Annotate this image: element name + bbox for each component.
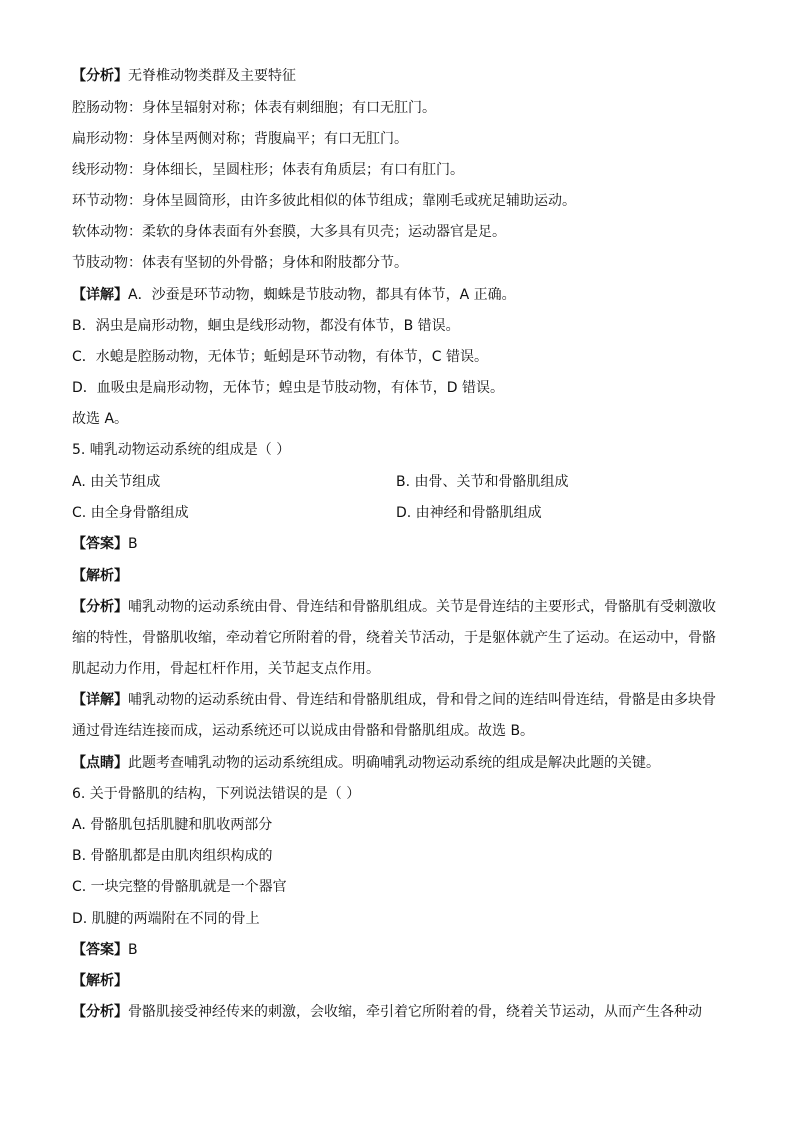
answer-tag: 【答案】 bbox=[72, 536, 128, 552]
detail-line: C．水螅是腔肠动物，无体节；蚯蚓是环节动物，有体节，C 错误。 bbox=[72, 349, 488, 365]
q6-option-a: A. 骨骼肌包括肌腱和肌收两部分 bbox=[72, 817, 273, 833]
analysis-text: 骨骼肌接受神经传来的刺激，会收缩，牵引着它所附着的骨，绕着关节运动，从而产生各种动 bbox=[128, 1004, 702, 1020]
q5-analysis-line bbox=[72, 597, 716, 617]
q5-option-b: B. 由骨、关节和骨骼肌组成 bbox=[396, 474, 569, 490]
trait-line: 环节动物：身体呈圆筒形，由许多彼此相似的体节组成；靠刚毛或疣足辅助运动。 bbox=[72, 193, 576, 209]
q6-answer bbox=[72, 940, 138, 960]
answer-tag: 【答案】 bbox=[72, 942, 128, 958]
trait-line: 软体动物：柔软的身体表面有外套膜，大多具有贝壳；运动器官是足。 bbox=[72, 224, 506, 240]
q5-comment-line bbox=[72, 753, 660, 773]
detail-text: 哺乳动物的运动系统由骨、骨连结和骨骼肌组成，骨和骨之间的连结叫骨连结，骨骼是由多块骨 bbox=[128, 692, 716, 708]
detail-text: A．沙蚕是环节动物，蜘蛛是节肢动物，都具有体节，A 正确。 bbox=[128, 287, 516, 303]
q5-option-c: C. 由全身骨骼组成 bbox=[72, 505, 189, 521]
q6-option-c: C. 一块完整的骨骼肌就是一个器官 bbox=[72, 879, 287, 895]
detail-tag: 【详解】 bbox=[72, 287, 128, 303]
detail-line: D．血吸虫是扁形动物，无体节；蝗虫是节肢动物，有体节，D 错误。 bbox=[72, 380, 505, 396]
detail-line bbox=[72, 285, 516, 305]
q5-analysis-line: 肌起动力作用，骨起杠杆作用，关节起支点作用。 bbox=[72, 661, 380, 677]
analysis-tag: 【分析】 bbox=[72, 599, 128, 615]
analysis-text: 哺乳动物的运动系统由骨、骨连结和骨骼肌组成。关节是骨连结的主要形式，骨骼肌有受刺激收 bbox=[128, 599, 716, 615]
trait-line: 线形动物：身体细长，呈圆柱形；体表有角质层；有口有肛门。 bbox=[72, 162, 464, 178]
detail-line: B．涡虫是扁形动物，蛔虫是线形动物，都没有体节，B 错误。 bbox=[72, 318, 460, 334]
comment-text: 此题考查哺乳动物的运动系统组成。明确哺乳动物运动系统的组成是解决此题的关键。 bbox=[128, 755, 660, 771]
analysis-title: 无脊椎动物类群及主要特征 bbox=[128, 68, 296, 84]
answer-value: B bbox=[128, 536, 138, 552]
analysis-tag: 【分析】 bbox=[72, 1004, 128, 1020]
trait-line: 节肢动物：体表有坚韧的外骨骼；身体和附肢都分节。 bbox=[72, 255, 408, 271]
q5-option-d: D. 由神经和骨骼肌组成 bbox=[396, 505, 542, 521]
q6-analysis-line bbox=[72, 1002, 702, 1022]
question-5-stem: 5. 哺乳动物运动系统的组成是（ ） bbox=[72, 442, 291, 458]
answer-value: B bbox=[128, 942, 138, 958]
detail-tag: 【详解】 bbox=[72, 692, 128, 708]
analysis-tag: 【分析】 bbox=[72, 68, 128, 84]
q5-detail-line: 通过骨连结连接而成，运动系统还可以说成由骨骼和骨骼肌组成。故选 B。 bbox=[72, 723, 535, 739]
q6-jiexi-tag: 【解析】 bbox=[72, 973, 128, 989]
q5-detail-line bbox=[72, 690, 716, 710]
comment-tag: 【点睛】 bbox=[72, 755, 128, 771]
q5-option-a: A. 由关节组成 bbox=[72, 474, 161, 490]
conclusion-line: 故选 A。 bbox=[72, 411, 129, 427]
trait-line: 扁形动物：身体呈两侧对称；背腹扁平；有口无肛门。 bbox=[72, 131, 408, 147]
q5-analysis-line: 缩的特性，骨骼肌收缩，牵动着它所附着的骨，绕着关节活动，于是躯体就产生了运动。在运动中，骨骼 bbox=[72, 630, 716, 646]
q6-option-d: D. 肌腱的两端附在不同的骨上 bbox=[72, 911, 260, 927]
analysis-heading bbox=[72, 66, 296, 86]
q6-option-b: B. 骨骼肌都是由肌肉组织构成的 bbox=[72, 848, 273, 864]
trait-line: 腔肠动物：身体呈辐射对称；体表有刺细胞；有口无肛门。 bbox=[72, 100, 436, 116]
q5-answer bbox=[72, 534, 138, 554]
question-6-stem: 6. 关于骨骼肌的结构，下列说法错误的是（ ） bbox=[72, 786, 361, 802]
q5-jiexi-tag: 【解析】 bbox=[72, 568, 128, 584]
